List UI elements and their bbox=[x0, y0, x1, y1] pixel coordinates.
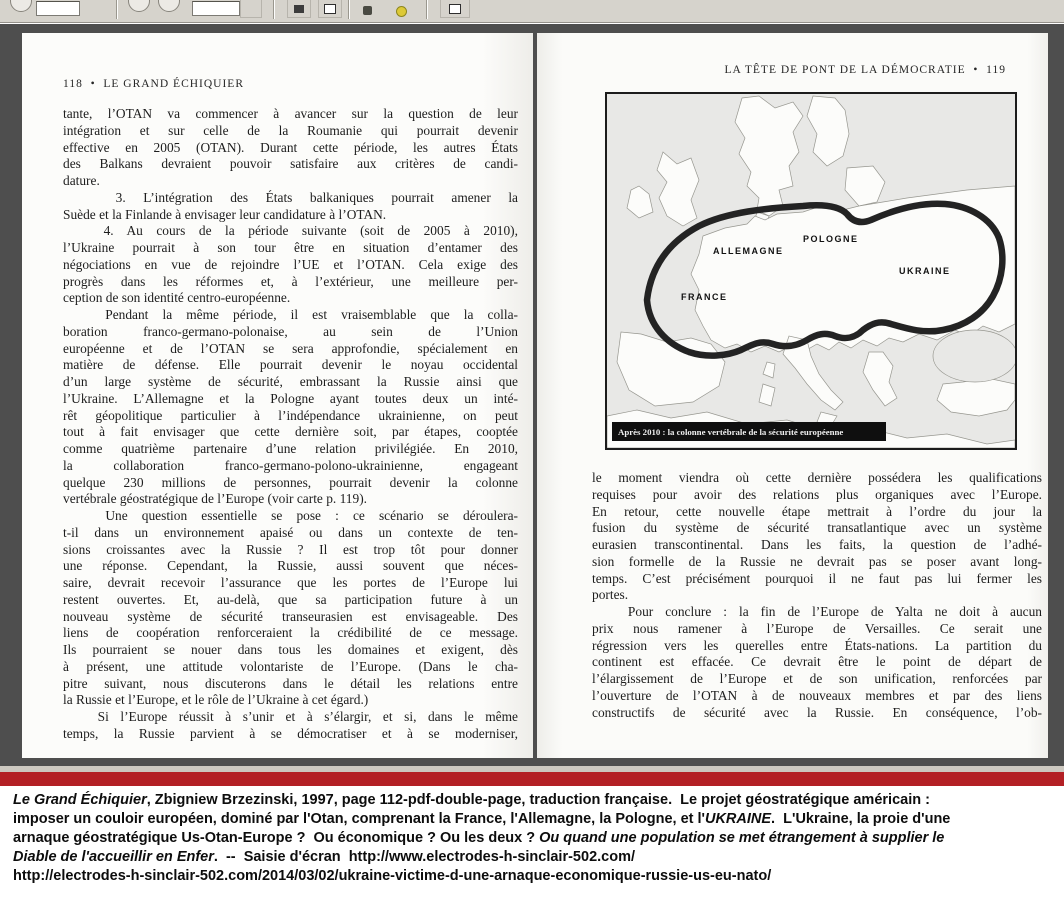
text-line: restent ouvertes. Et, au-delà, que sa participation future à un bbox=[63, 591, 518, 607]
caption-text: , Zbigniew Brzezinski, 1997, page 112-pdf-double-page, traduction française. Le projet géostratégique américain : bbox=[146, 792, 930, 808]
text-line: tout à fait envisager que cette dernière soit, par étapes, cooptée bbox=[63, 424, 518, 440]
map-label-allemagne: ALLEMAGNE bbox=[713, 246, 784, 256]
text-line: l’Ukraine pourrait à son tour être en situation d’entamer des bbox=[63, 240, 518, 255]
text-line: Pour conclure : la fin de l’Europe de Yalta ne doit à aucun bbox=[592, 604, 1042, 619]
text-line: négociations en vue de rejoindre l’UE et l’OTAN. Cela exige des bbox=[63, 256, 518, 272]
text-line: portes. bbox=[592, 587, 629, 603]
text-line: européenne et de l’OTAN se sera approfondie, spécialement en bbox=[63, 340, 518, 356]
footer bbox=[0, 786, 1064, 917]
text-line: progrès dans les réformes et, à l’extérieur, une meilleure per- bbox=[63, 273, 518, 289]
back-circle-icon[interactable] bbox=[128, 0, 150, 12]
book-page-left bbox=[22, 33, 533, 758]
toolbar-divider bbox=[273, 0, 274, 19]
circle-button-icon[interactable] bbox=[10, 0, 32, 12]
text-line: matière de défense. Elle pourrait devenir le noyau occidental bbox=[63, 357, 518, 373]
text-line: temps, la Russie parvient à se démocratiser et à se moderniser, bbox=[63, 725, 518, 741]
map-caption: Après 2010 : la colonne vertébrale de la sécurité européenne bbox=[618, 427, 844, 437]
text-line: ception de son identité centro-européenne. bbox=[63, 290, 291, 306]
text-line: la collaboration franco-germano-polono-ukrainienne, engageant bbox=[63, 457, 518, 473]
text-line: le moment viendra où cette dernière possédera les qualifications bbox=[592, 470, 1042, 485]
toolbar-divider bbox=[426, 0, 427, 19]
toolbar-divider bbox=[116, 0, 117, 19]
text-line: boration franco-germano-polonaise, au sein de l’Union bbox=[63, 323, 518, 339]
caption-italic-text: Ou quand une population se met étrangement à supplier le bbox=[539, 830, 945, 846]
text-line: Ils pourraient se nouer dans tous les domaines et exigent, dès bbox=[63, 642, 518, 657]
caption-text: arnaque géostratégique Us-Otan-Europe ? Ou économique ? Ou les deux ? bbox=[13, 830, 540, 846]
text-line: prix nous ramener à l’Europe de Versailles. Ce serait une bbox=[592, 620, 1042, 636]
text-line: à présent, une attitude volontariste de l’Europe. (Dans le cha- bbox=[63, 658, 518, 674]
europe-map-svg bbox=[607, 94, 1015, 448]
document-frame-button[interactable] bbox=[318, 0, 342, 18]
text-line: Pendant la même période, il est vraisemblable que la colla- bbox=[63, 307, 518, 322]
text-line: sions croissantes avec la Russie ? Il est trop tôt pour donner bbox=[63, 541, 518, 557]
forward-circle-icon[interactable] bbox=[158, 0, 180, 12]
red-separator-bar bbox=[0, 772, 1064, 786]
footer-caption bbox=[13, 791, 1057, 886]
page-header-left: 118 • LE GRAND ÉCHIQUIER bbox=[63, 78, 245, 90]
text-line: 4. Au cours de la période suivante (soit de 2005 à 2010), bbox=[63, 223, 518, 239]
text-line: comme quatrième partenaire d’une relation privilégiée. En 2010, bbox=[63, 441, 518, 456]
page-header-right: LA TÊTE DE PONT DE LA DÉMOCRATIE • 119 bbox=[724, 64, 1006, 76]
text-line: eurasien transcontinental. Dans les faits, la question de l’adhé- bbox=[592, 537, 1042, 552]
text-line: d’un large système de sécurité, embrassant la Russie ainsi que bbox=[63, 374, 518, 389]
spin-button[interactable] bbox=[240, 0, 262, 18]
scanned-book-image bbox=[0, 24, 1064, 766]
text-line: intégration et sur celle de la Roumanie qui pourrait devenir bbox=[63, 122, 518, 138]
text-line: requises pour avoir des relations plus organiques avec l’Europe. bbox=[592, 486, 1042, 502]
text-line: une réponse. Cependant, la Russie, aussi souvent que néces- bbox=[63, 558, 518, 574]
caption-text: . L'Ukraine, la proie d'une bbox=[771, 811, 951, 827]
caption-italic-text: Le Grand Échiquier bbox=[13, 792, 147, 808]
map-label-france: FRANCE bbox=[681, 292, 728, 302]
toolbar bbox=[0, 0, 1064, 23]
value-input[interactable] bbox=[192, 1, 240, 16]
caption-text: . -- Saisie d'écran http://www.electrodes-h-sinclair-502.com/ bbox=[213, 849, 635, 865]
map-label-pologne: POLOGNE bbox=[803, 234, 859, 244]
right-page-text bbox=[592, 470, 1042, 721]
text-line: l’élargissement de l’Europe et de son unification, renforcées par bbox=[592, 671, 1042, 686]
text-line: vertébrale géostratégique de l’Europe (voir carte p. 119). bbox=[63, 491, 368, 507]
text-line: l’Ukraine. L’Allemagne et la Pologne ayant toutes deux un inté- bbox=[63, 390, 518, 406]
text-line: effective en 2005 (OTAN). Durant cette période, les autres États bbox=[63, 139, 518, 155]
page-input[interactable] bbox=[36, 1, 80, 16]
text-line: fusion du système de sécurité transatlantique avec un système bbox=[592, 520, 1042, 536]
text-line: saire, devrait recevoir l’assurance que les portes de l’Europe lui bbox=[63, 575, 518, 590]
text-line: liens de coopération renforceraient la crédibilité de ce message. bbox=[63, 625, 518, 641]
text-line: Une question essentielle se pose : ce scénario se déroulera- bbox=[63, 508, 518, 523]
toolbar-divider bbox=[348, 0, 349, 19]
caption-italic-text: UKRAINE bbox=[704, 811, 772, 827]
text-line: pitre suivant, nous discuterons dans le détail les relations entre bbox=[63, 675, 518, 691]
book-page-right bbox=[537, 33, 1048, 758]
star-icon[interactable] bbox=[396, 6, 407, 17]
text-line: la Russie et l’Europe, et le rôle de l’Ukraine à cet égard.) bbox=[63, 692, 369, 708]
map-label-ukraine: UKRAINE bbox=[899, 266, 951, 276]
image-button[interactable] bbox=[440, 0, 470, 18]
text-line: tante, l’OTAN va commencer à avancer sur la question de leur bbox=[63, 106, 518, 121]
image-icon bbox=[449, 4, 461, 14]
caption-text: http://electrodes-h-sinclair-502.com/2014/03/02/ukraine-victime-d-une-arnaque-economique-russie-us-eu-nato/ bbox=[13, 868, 772, 884]
left-page-text bbox=[63, 106, 518, 743]
text-line: nouveau système de sécurité transeurasien est envisageable. Des bbox=[63, 608, 518, 624]
europe-map bbox=[605, 92, 1017, 450]
text-line: temps. C’est précisément pourquoi il ne faut pas lui fermer les bbox=[592, 570, 1042, 586]
text-line: constructifs de sécurité avec la Russie. En conséquence, l’ob- bbox=[592, 704, 1042, 720]
text-line: sion formelle de la Russie ne devrait pas se poser avant long- bbox=[592, 553, 1042, 569]
text-line: des Balkans devraient pouvoir satisfaire aux critères de candi- bbox=[63, 156, 518, 172]
text-line: régression vers les querelles entre États-nations. La partition du bbox=[592, 637, 1042, 653]
caption-italic-text: Diable de l'accueillir en Enfer bbox=[13, 849, 214, 865]
text-line: continent est effacée. Ce devrait être le point de départ de bbox=[592, 654, 1042, 670]
text-line: l’ouverture de l’OTAN à de nouveaux membres et par des liens bbox=[592, 687, 1042, 703]
black-sea bbox=[933, 330, 1015, 382]
text-line: Suède et la Finlande à envisager leur candidature à l’OTAN. bbox=[63, 206, 387, 222]
text-line: rêt géopolitique particulier à l’indépendance ukrainienne, on peut bbox=[63, 407, 518, 423]
document-solid-button[interactable] bbox=[287, 0, 311, 18]
text-line: Si l’Europe réussit à s’unir et à s’élargir, et si, dans le même bbox=[63, 709, 518, 724]
text-line: dature. bbox=[63, 173, 100, 188]
caption-text: imposer un couloir européen, dominé par l'Otan, comprenant la France, l'Allemagne, la Pologne, et l' bbox=[13, 811, 705, 827]
text-line: t-il dans un environnement apaisé ou dans un contexte de ten- bbox=[63, 524, 518, 540]
text-line: En retour, cette nouvelle étape mettrait à l’ordre du jour la bbox=[592, 503, 1042, 519]
text-line: 3. L’intégration des États balkaniques pourrait amener la bbox=[63, 189, 518, 205]
document-icon bbox=[294, 5, 304, 13]
document-outline-icon bbox=[324, 4, 336, 14]
text-line: quelque 230 millions de personnes, pourrait devenir la colonne bbox=[63, 474, 518, 490]
marker-icon[interactable] bbox=[363, 6, 372, 15]
